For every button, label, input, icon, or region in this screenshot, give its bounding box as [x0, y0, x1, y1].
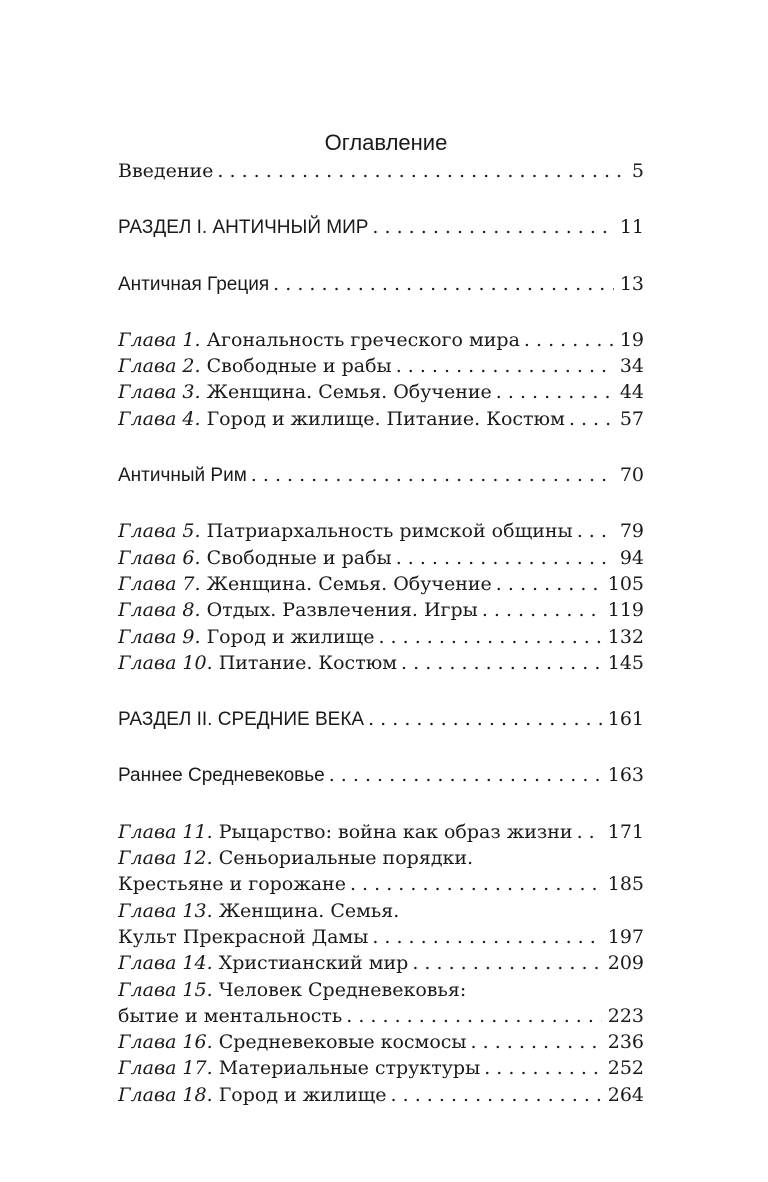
toc-leader	[273, 271, 614, 297]
chapter-prefix: Глава 6.	[118, 546, 201, 569]
toc-entry-page: 94	[619, 546, 644, 569]
chapter-title: Город и жилище. Питание. Костюм	[200, 407, 565, 430]
chapter-title: Патриархальность римской общины	[200, 520, 573, 543]
chapter-prefix: Глава 3.	[118, 381, 201, 404]
chapter-prefix: Глава 13.	[118, 899, 213, 922]
toc-chapter-continuation	[118, 871, 644, 897]
toc-chapter	[118, 518, 644, 544]
chapter-prefix: Глава 18.	[118, 1083, 213, 1106]
toc-entry-page: 171	[607, 820, 644, 843]
chapter-prefix: Глава 1.	[118, 328, 201, 351]
chapter-prefix: Глава 7.	[118, 572, 201, 595]
toc-chapter	[118, 379, 644, 405]
toc-chapter-continuation	[118, 924, 644, 950]
toc-entry-page: 19	[619, 328, 644, 351]
chapter-prefix: Глава 12.	[118, 847, 213, 870]
toc-leader	[577, 819, 602, 845]
toc-entry-page: 163	[607, 764, 644, 787]
toc-leader	[346, 1003, 601, 1029]
toc-subsection-label: Античная Греция	[118, 273, 270, 295]
chapter-title: Сеньориальные порядки.	[212, 847, 474, 870]
chapter-title: Рыцарство: война как образ жизни	[212, 820, 573, 843]
toc-entry-page: 264	[607, 1083, 644, 1106]
toc-leader	[368, 706, 602, 732]
chapter-title: Средневековые космосы	[212, 1031, 467, 1054]
toc-entry-page: 252	[607, 1057, 644, 1080]
toc-leader	[401, 650, 602, 676]
toc-entry-page: 13	[619, 272, 644, 295]
toc-entry-page: 5	[631, 160, 644, 182]
toc-chapter-first-line	[118, 845, 644, 871]
toc-entry-page: 161	[607, 708, 644, 731]
toc-entry-page: 105	[607, 572, 644, 595]
chapter-title: Свободные и рабы	[200, 546, 392, 569]
toc-leader	[217, 158, 625, 184]
page-title: Оглавление	[324, 130, 448, 155]
toc-chapter	[118, 1055, 644, 1081]
chapter-title: Свободные и рабы	[200, 355, 392, 378]
chapter-prefix: Глава 14.	[118, 952, 213, 975]
toc-leader	[471, 1029, 602, 1055]
chapter-title: Питание. Костюм	[212, 651, 398, 674]
chapter-title: Женщина. Семья.	[212, 899, 400, 922]
toc-entry-page: 197	[607, 925, 644, 948]
toc-entry-page: 44	[619, 381, 644, 404]
toc-entry-page: 209	[607, 952, 644, 975]
toc-entry-page: 34	[619, 355, 644, 378]
toc-chapter	[118, 624, 644, 650]
chapter-prefix: Глава 5.	[118, 520, 201, 543]
toc-entry-label: Введение	[118, 160, 214, 182]
toc-leader	[350, 871, 602, 897]
toc-leader	[496, 379, 614, 405]
toc-leader	[329, 762, 602, 788]
chapter-title: Христианский мир	[212, 952, 409, 975]
toc-leader	[484, 1055, 602, 1081]
toc-chapter-continuation	[118, 1003, 644, 1029]
toc-chapter	[118, 327, 644, 353]
toc-chapter	[118, 1082, 644, 1108]
toc-section-label: РАЗДЕЛ II. СРЕДНИЕ ВЕКА	[118, 709, 365, 731]
toc-subsection	[118, 462, 644, 488]
chapter-prefix: Глава 11.	[118, 820, 213, 843]
chapter-title: Город и жилище	[200, 625, 375, 648]
toc-leader	[412, 950, 601, 976]
toc-chapter	[118, 406, 644, 432]
chapter-prefix: Глава 4.	[118, 407, 201, 430]
toc-entry-page: 145	[607, 651, 644, 674]
toc-leader	[482, 597, 602, 623]
toc-entry-page: 185	[607, 873, 644, 896]
chapter-prefix: Глава 2.	[118, 355, 201, 378]
toc-leader	[378, 624, 601, 650]
chapter-title: Материальные структуры	[212, 1057, 481, 1080]
toc-chapter-first-line	[118, 977, 644, 1003]
toc-chapter	[118, 353, 644, 379]
chapter-prefix: Глава 15.	[118, 978, 213, 1001]
chapter-prefix: Глава 9.	[118, 625, 201, 648]
toc-section	[118, 214, 644, 240]
toc-chapter-first-line	[118, 898, 644, 924]
toc-chapter	[118, 597, 644, 623]
toc-entry-page: 79	[619, 520, 644, 543]
toc-entry-page: 119	[607, 599, 644, 622]
toc-subsection-label: Античный Рим	[118, 465, 247, 487]
toc-chapter	[118, 545, 644, 571]
toc-entry-page: 223	[607, 1004, 644, 1027]
toc-chapter	[118, 1029, 644, 1055]
chapter-title: Отдых. Развлечения. Игры	[200, 599, 478, 622]
table-of-contents	[118, 128, 644, 1108]
chapter-title: Город и жилище	[212, 1083, 387, 1106]
toc-leader	[251, 462, 614, 488]
toc-entry-page: 11	[619, 216, 644, 239]
chapter-title-continued: бытие и ментальность	[118, 1004, 343, 1027]
toc-chapter	[118, 819, 644, 845]
chapter-title: Женщина. Семья. Обучение	[200, 572, 492, 595]
toc-entry-page: 70	[619, 464, 644, 487]
toc-leader	[524, 327, 614, 353]
toc-leader	[372, 214, 613, 240]
toc-section-label: РАЗДЕЛ I. АНТИЧНЫЙ МИР	[118, 217, 369, 239]
toc-section	[118, 706, 644, 732]
chapter-prefix: Глава 17.	[118, 1057, 213, 1080]
toc-leader	[396, 545, 614, 571]
chapter-prefix: Глава 16.	[118, 1031, 213, 1054]
toc-leader	[569, 406, 614, 432]
toc-entry-page: 236	[607, 1031, 644, 1054]
toc-entry	[118, 158, 644, 184]
toc-chapter	[118, 950, 644, 976]
toc-subsection	[118, 271, 644, 297]
toc-leader	[396, 353, 614, 379]
chapter-title: Человек Средневековья:	[212, 978, 467, 1001]
toc-leader	[496, 571, 602, 597]
toc-leader	[372, 924, 601, 950]
toc-leader	[391, 1082, 602, 1108]
chapter-title-continued: Крестьяне и горожане	[118, 873, 346, 896]
toc-chapter	[118, 650, 644, 676]
chapter-title-continued: Культ Прекрасной Дамы	[118, 925, 369, 948]
toc-chapter	[118, 571, 644, 597]
toc-subsection-label: Раннее Средневековье	[118, 765, 325, 787]
toc-subsection	[118, 762, 644, 788]
chapter-prefix: Глава 8.	[118, 599, 201, 622]
toc-entry-page: 132	[607, 625, 644, 648]
chapter-title: Агональность греческого мира	[200, 328, 520, 351]
chapter-prefix: Глава 10.	[118, 651, 213, 674]
toc-entry-page: 57	[619, 407, 644, 430]
chapter-title: Женщина. Семья. Обучение	[200, 381, 492, 404]
toc-leader	[577, 518, 614, 544]
